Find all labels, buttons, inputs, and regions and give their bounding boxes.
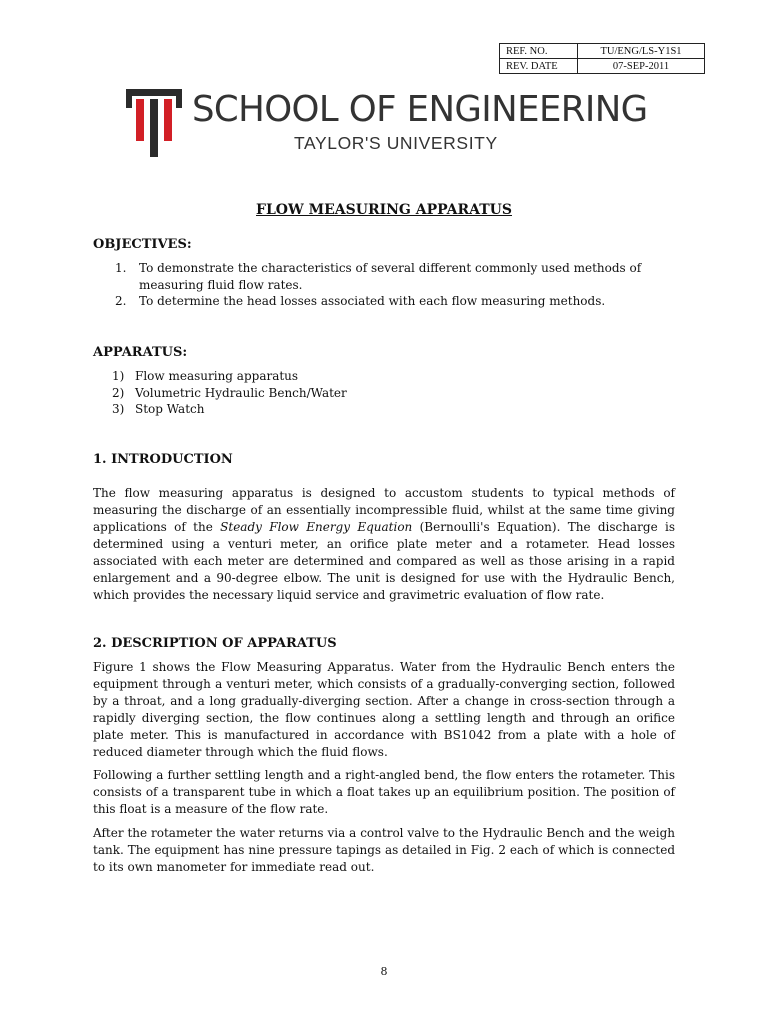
rev-row: [500, 59, 705, 74]
logo-title: SCHOOL OF ENGINEERING: [192, 89, 648, 130]
document-title: FLOW MEASURING APPARATUS: [256, 202, 512, 218]
rev-label: REV. DATE: [500, 59, 578, 74]
list-text: Stop Watch: [135, 402, 205, 416]
school-logo: [126, 88, 646, 160]
logo-subtitle: TAYLOR'S UNIVERSITY: [294, 133, 498, 153]
description-paragraph-3: After the rotameter the water returns via a control valve to the Hydraulic Bench and the weigh tank. The equipment has nine pressure tapings as detailed in Fig. 2 each of which is connected to its own manometer for immediate read out.: [93, 826, 675, 874]
list-item: [93, 401, 673, 418]
list-number: 2.: [115, 294, 127, 308]
ref-row: [500, 44, 705, 59]
list-item: [93, 260, 673, 293]
description-heading: 2. DESCRIPTION OF APPARATUS: [93, 636, 337, 651]
list-item: [93, 385, 673, 402]
list-text: Volumetric Hydraulic Bench/Water: [135, 385, 347, 400]
list-number: 2): [112, 385, 125, 400]
introduction-paragraph: [93, 485, 675, 604]
rev-value: 07-SEP-2011: [578, 59, 705, 74]
objectives-list: [93, 260, 673, 310]
list-item: [93, 293, 673, 310]
list-number: 1.: [115, 261, 127, 275]
description-paragraph-2: Following a further settling length and a right-angled bend, the flow enters the rotameter. This consists of a transparent tube in which a float takes up an equilibrium position. The position of this float is a measure of the flow rate.: [93, 768, 675, 816]
intro-emphasis: Steady Flow Energy Equation: [220, 520, 413, 534]
taylors-logo-icon: [126, 88, 182, 158]
apparatus-list: [93, 368, 673, 418]
ref-value: TU/ENG/LS-Y1S1: [578, 44, 705, 59]
list-item: [93, 368, 673, 385]
list-number: 1): [112, 369, 125, 383]
list-text: Flow measuring apparatus: [135, 369, 299, 383]
page-number: 8: [380, 965, 388, 978]
list-number: 3): [112, 402, 125, 416]
description-paragraph-1: Figure 1 shows the Flow Measuring Apparatus. Water from the Hydraulic Bench enters the equipment through a venturi meter, which consists of a gradually-converging section, followed by a throat, and a long gradually-diverging section. After a change in cross-section through a rapidly diverging section, the flow continues along a settling length and through an orifice plate meter. This is manufactured in accordance with BS1042 from a plate with a hole of reduced diameter through which the fluid flows.: [93, 660, 675, 759]
reference-table: [499, 43, 705, 74]
apparatus-heading: APPARATUS:: [93, 345, 188, 360]
intro-text-end: (Bernoulli's Equation). The discharge is determined using a venturi meter, an orifice plate meter and a rotameter. Head losses associated with each meter are determined and compared as well as those arising in a rapid enlargement and a 90-degree elbow. The unit is designed for use with the Hydraulic Bench, which provides the necessary liquid service and gravimetric evaluation of flow rate.: [93, 520, 675, 602]
ref-label: REF. NO.: [500, 44, 578, 59]
list-text: To demonstrate the characteristics of several different commonly used methods of measuring fluid flow rates.: [139, 261, 642, 292]
objectives-heading: OBJECTIVES:: [93, 237, 192, 252]
introduction-heading: 1. INTRODUCTION: [93, 452, 233, 467]
intro-text-start: The flow measuring apparatus is designed to accustom students to typical methods of measuring the discharge of an essentially incompressible fluid, whilst at the same time giving applications of the: [93, 486, 675, 534]
list-text: To determine the head losses associated with each flow measuring methods.: [139, 294, 606, 308]
